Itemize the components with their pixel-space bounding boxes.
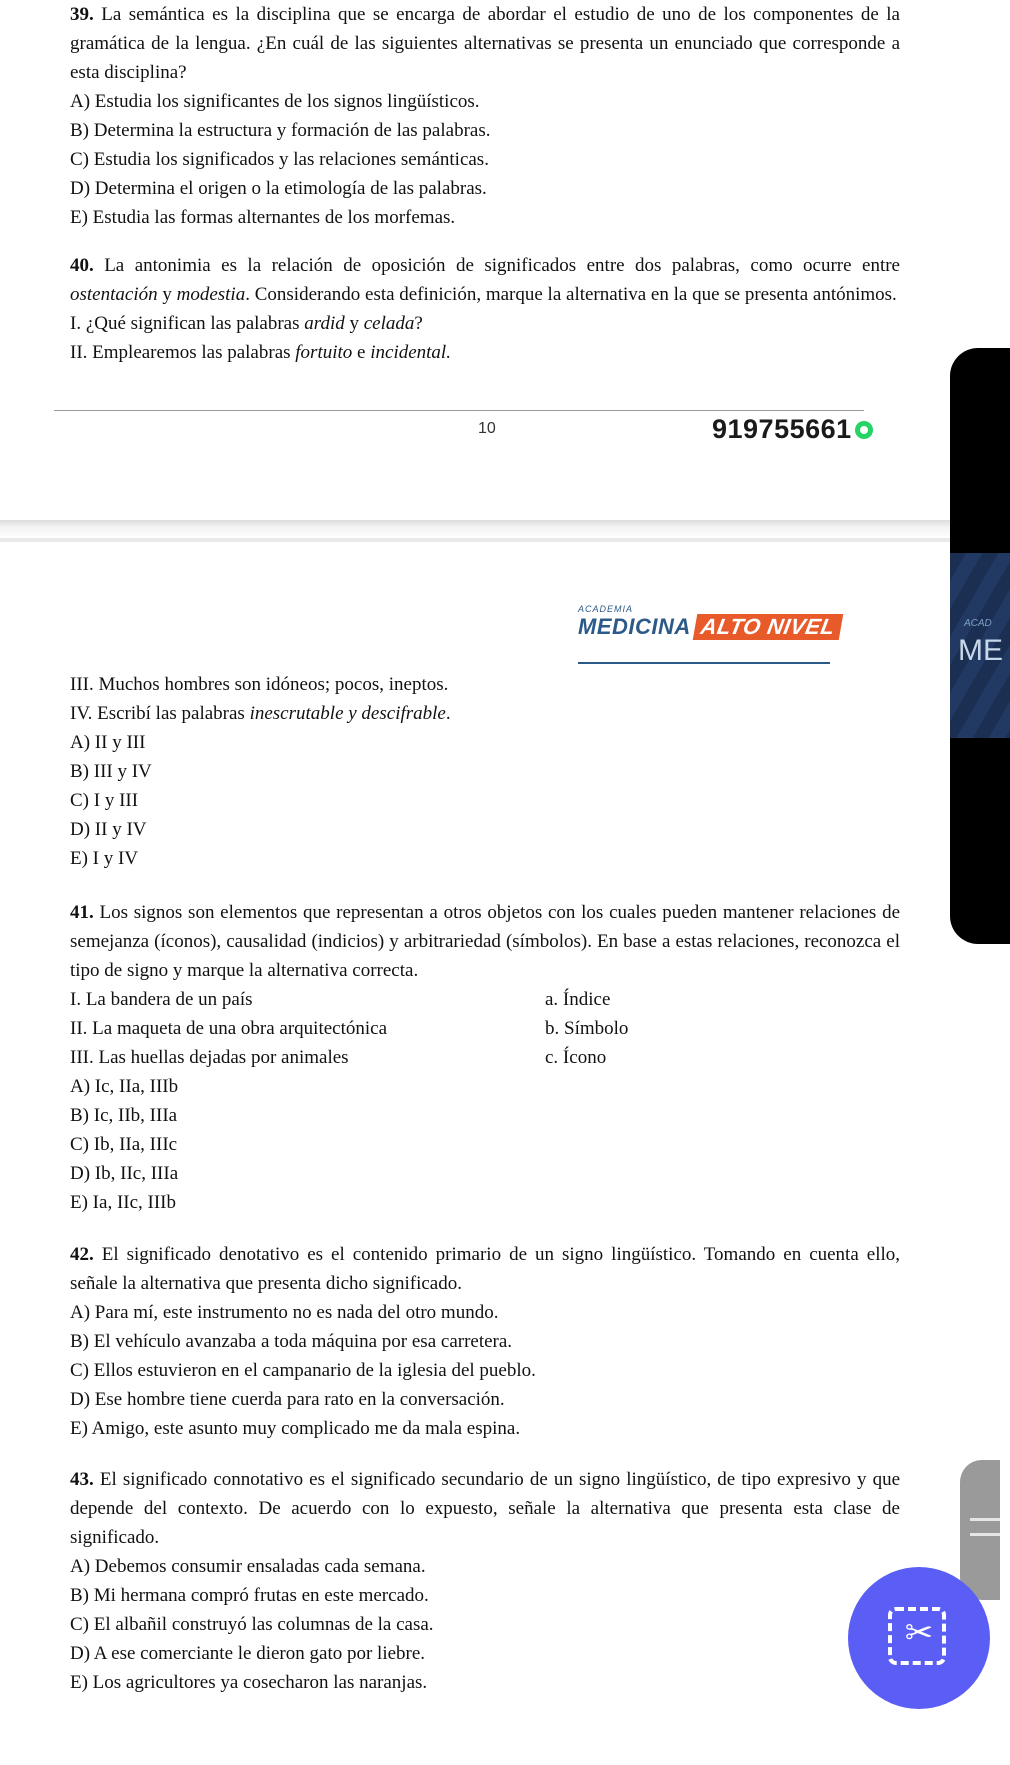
adjacent-small-text: ACAD [964, 618, 992, 629]
item-iii: III. Muchos hombres son idóneos; pocos, ineptos. [70, 674, 449, 695]
question-text: . Considerando esta definición, marque la alternativa en la que se presenta antónimos. [245, 284, 897, 305]
question-40 [70, 251, 900, 367]
option: A) Estudia los significantes de los signos lingüísticos. [70, 91, 480, 112]
option: C) El albañil construyó las columnas de la casa. [70, 1614, 434, 1635]
option: B) Mi hermana compró frutas en este mercado. [70, 1585, 429, 1606]
italic-word: inescrutable y descifrable [249, 703, 446, 724]
option: E) Amigo, este asunto muy complicado me da mala espina. [70, 1418, 521, 1439]
option: D) II y IV [70, 819, 147, 840]
question-number: 39. [70, 4, 94, 25]
item-iv [70, 699, 900, 728]
italic-word: ardid [304, 313, 345, 334]
question-41 [70, 898, 900, 1217]
match-right: b. Símbolo [545, 1018, 629, 1039]
option: B) III y IV [70, 761, 152, 782]
question-43-stem [70, 1465, 900, 1552]
item-text: II. Emplearemos las palabras [70, 342, 296, 363]
question-text: La semántica es la disciplina que se encarga de abordar el estudio de uno de los componentes de la gramática de la lengua. ¿En cuál de las siguientes alternativas se presenta un enunciado que corresponde a esta disciplina? [70, 4, 900, 83]
logo-medicina: MEDICINA [578, 614, 691, 639]
question-42-stem [70, 1240, 900, 1298]
academy-logo [578, 604, 841, 640]
scroll-handle[interactable] [960, 1460, 1000, 1600]
item-text: e [352, 342, 371, 363]
logo-small-text: ACADEMIA [578, 604, 634, 614]
question-39 [70, 0, 900, 232]
item-ii [70, 338, 900, 367]
page-break [0, 520, 996, 538]
question-number: 40. [70, 255, 94, 276]
adjacent-page-panel[interactable] [950, 348, 1010, 944]
match-right: c. Ícono [545, 1047, 607, 1068]
option: B) El vehículo avanzaba a toda máquina por esa carretera. [70, 1331, 513, 1352]
option: B) Ic, IIb, IIIa [70, 1105, 178, 1126]
italic-word: fortuito [295, 342, 353, 363]
match-left: III. Las huellas dejadas por animales [70, 1047, 349, 1068]
option: C) Ib, IIa, IIIc [70, 1134, 178, 1155]
match-right: a. Índice [545, 989, 611, 1010]
question-number: 41. [70, 902, 94, 923]
option: A) II y III [70, 732, 146, 753]
question-42 [70, 1240, 900, 1443]
matching-row [70, 1014, 900, 1043]
match-left: I. La bandera de un país [70, 989, 253, 1010]
question-text: y [157, 284, 177, 305]
option: A) Para mí, este instrumento no es nada del otro mundo. [70, 1302, 499, 1323]
item-text: I. ¿Qué significan las palabras [70, 313, 305, 334]
option: D) Ib, IIc, IIIa [70, 1163, 179, 1184]
footer-divider [54, 410, 864, 411]
option: A) Debemos consumir ensaladas cada semana. [70, 1556, 426, 1577]
option: C) Ellos estuvieron en el campanario de la iglesia del pueblo. [70, 1360, 536, 1381]
option: E) Ia, IIc, IIIb [70, 1192, 177, 1213]
item-text: y [344, 313, 364, 334]
question-39-stem [70, 0, 900, 87]
question-40-stem [70, 251, 900, 309]
question-text: El significado connotativo es el significado secundario de un signo lingüístico, de tipo expresivo y que depende del contexto. De acuerdo con lo expuesto, señale la alternativa que presenta esta clase de significado. [70, 1469, 900, 1548]
option: A) Ic, IIa, IIIb [70, 1076, 179, 1097]
match-left: II. La maqueta de una obra arquitectónica [70, 1018, 388, 1039]
item-text: IV. Escribí las palabras [70, 703, 250, 724]
option: C) I y III [70, 790, 139, 811]
phone-number: 919755661 [712, 414, 852, 444]
question-text: Los signos son elementos que representan a otros objetos con los cuales pueden mantener relaciones de semejanza (íconos), causalidad (indicios) y arbitrariedad (símbolos). En base a estas relaciones, reconozca el tipo de signo y marque la alternativa correcta. [70, 902, 900, 981]
question-43 [70, 1465, 900, 1697]
italic-word: ostentación [70, 284, 158, 305]
adjacent-big-text: ME [958, 634, 1003, 667]
logo-underline [578, 662, 830, 664]
logo-alto-nivel: ALTO NIVEL [692, 614, 842, 640]
option: D) Ese hombre tiene cuerda para rato en la conversación. [70, 1389, 505, 1410]
question-number: 42. [70, 1244, 94, 1265]
italic-word: celada [363, 313, 415, 334]
option: D) Determina el origen o la etimología de las palabras. [70, 178, 487, 199]
option: B) Determina la estructura y formación de las palabras. [70, 120, 491, 141]
question-40-continued [70, 670, 900, 873]
page-number: 10 [478, 420, 496, 437]
question-number: 43. [70, 1469, 94, 1490]
page-break-shadow [0, 538, 996, 542]
option: E) Los agricultores ya cosecharon las naranjas. [70, 1672, 428, 1693]
crop-scan-button[interactable] [848, 1567, 990, 1709]
option: E) Estudia las formas alternantes de los morfemas. [70, 207, 456, 228]
question-text: La antonimia es la relación de oposición de significados entre dos palabras, como ocurre entre [93, 255, 900, 276]
whatsapp-icon [855, 421, 873, 439]
item-i [70, 309, 900, 338]
item-text: . [445, 703, 451, 724]
matching-row [70, 1043, 900, 1072]
italic-word: incidental. [370, 342, 451, 363]
scissors-icon: ✂ [904, 1613, 934, 1653]
italic-word: modestia [176, 284, 246, 305]
contact-phone [712, 414, 873, 445]
option: E) I y IV [70, 848, 139, 869]
question-41-stem [70, 898, 900, 985]
item-text: ? [414, 313, 423, 334]
handle-lines-icon [970, 1518, 1000, 1536]
option: D) A ese comerciante le dieron gato por liebre. [70, 1643, 426, 1664]
question-text: El significado denotativo es el contenido primario de un signo lingüístico. Tomando en cuenta ello, señale la alternativa que presenta dicho significado. [70, 1244, 900, 1294]
matching-row [70, 985, 900, 1014]
option: C) Estudia los significados y las relaciones semánticas. [70, 149, 489, 170]
